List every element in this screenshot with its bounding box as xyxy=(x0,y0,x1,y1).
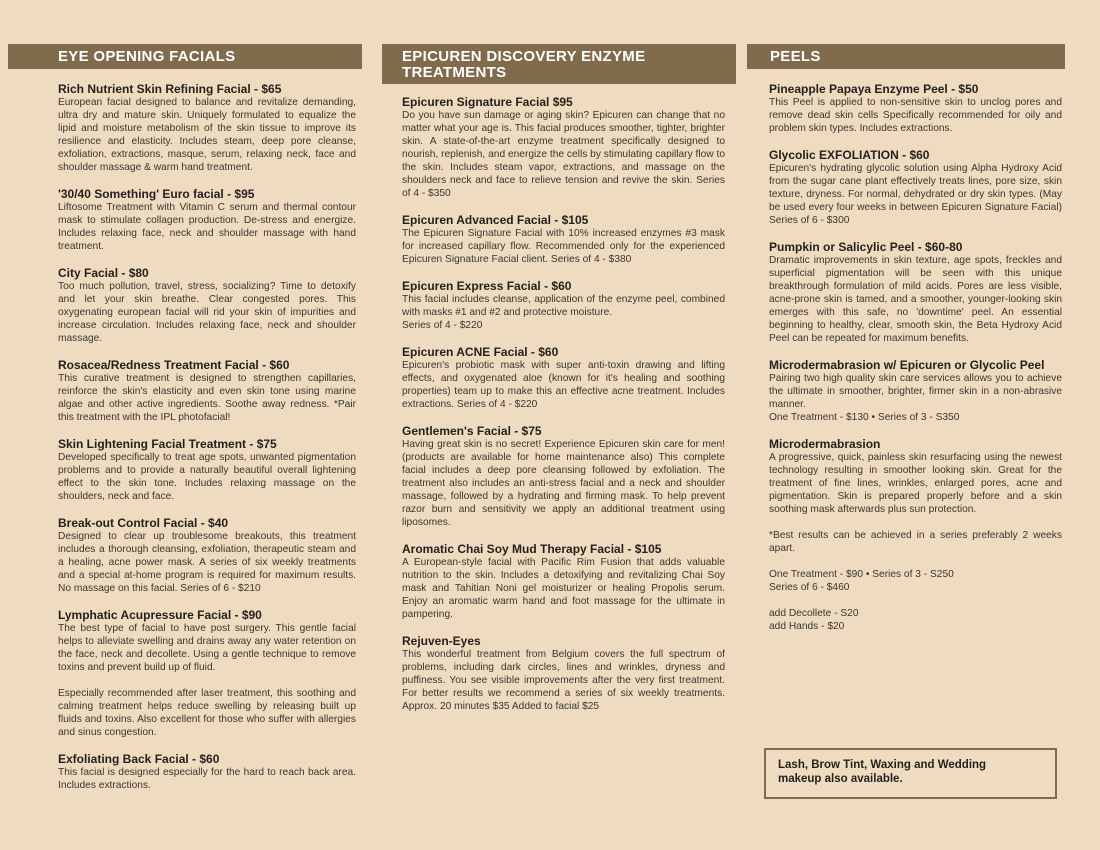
treatment-name: Microdermabrasion xyxy=(769,437,881,451)
treatment-description-extra: Especially recommended after laser treatment, this soothing and calming treatment helps reduce swelling by releasing built up fluids and toxins. Also excellent for those who suffer with allergies and sinus congestion. xyxy=(58,688,356,738)
treatment-item xyxy=(58,516,356,595)
treatment-name: Epicuren Advanced Facial - $105 xyxy=(402,213,589,227)
section-title-line2: TREATMENTS xyxy=(402,64,507,81)
section-header-eye-opening-facials xyxy=(8,44,362,69)
treatment-note: *Best results can be achieved in a series preferably 2 weeks apart. xyxy=(769,530,1062,554)
section-title: PEELS xyxy=(770,48,821,65)
treatment-description: This curative treatment is designed to strengthen capillaries, reinforce the skin's elasticity and even skin tone using marine algae and other active ingredients. Soothe away redness. *Pair this treatment with the IPL photofacial! xyxy=(58,373,356,423)
treatment-name: Rejuven-Eyes xyxy=(402,634,481,648)
treatment-description: Pairing two high quality skin care services allows you to achieve the ultimate in smoother, brighter, firmer skin in a non-abrasive manner. xyxy=(769,373,1062,410)
callout-line: makeup also available. xyxy=(778,773,903,785)
callout-line: Lash, Brow Tint, Waxing and Wedding xyxy=(778,759,987,771)
section-header-epicuren xyxy=(382,44,736,84)
treatment-name: Epicuren ACNE Facial - $60 xyxy=(402,345,559,359)
treatment-description: European facial designed to balance and revitalize demanding, ultra dry and mature skin. Uniquely formulated to equalize the lipid and moisture metabolism of the skin tissue to improve its resilience and elasticity. Includes steam, deep pore cleanse, exfoliation, extractions, masque, serum, relaxing neck, face and shoulder massage & warm hand treatment. xyxy=(58,97,356,173)
callout-box xyxy=(764,748,1057,799)
treatment-description: The Epicuren Signature Facial with 10% increased enzymes #3 mask for increased capillary flow. Recommended only for the experienced Epicuren Signature Facial client. Series of 4 - $380 xyxy=(402,228,725,265)
treatment-description: Dramatic improvements in skin texture, age spots, freckles and superficial pigmentation will be seen with this unique breakthrough formulation of mild acids. Pores are less visible, acne-prone skin is tamed, and a smoother, younger-looking skin emerges with this safe, no 'downtime' peel. An essential beginning to healthy, clear, smooth skin, the Beta Hydroxy Acid Peel can be repeated for maximum benefits. xyxy=(769,255,1062,344)
section-header-peels xyxy=(747,44,1065,69)
addon-price: add Decollete - S20 xyxy=(769,608,859,619)
treatment-description: Developed specifically to treat age spots, unwanted pigmentation problems and to provide a naturally beautiful overall lightening effect to the skin tone. Includes relaxing massage on the shoulders, neck and face. xyxy=(58,452,356,502)
column-peels xyxy=(769,82,1062,646)
treatment-name: City Facial - $80 xyxy=(58,266,149,280)
column-eye-opening-facials xyxy=(58,82,356,805)
treatment-name: Skin Lightening Facial Treatment - $75 xyxy=(58,437,277,451)
column-epicuren xyxy=(402,95,725,726)
treatment-name: Exfoliating Back Facial - $60 xyxy=(58,752,220,766)
treatment-name: Glycolic EXFOLIATION - $60 xyxy=(769,148,930,162)
treatment-price: Series of 4 - $220 xyxy=(402,320,483,331)
treatment-name: Epicuren Signature Facial $95 xyxy=(402,95,573,109)
treatment-description: Designed to clear up troublesome breakouts, this treatment includes a thorough cleansing, exfoliation, therapeutic steam and a healing, acne power mask. A series of six weekly treatments and a special at-home program is required for maximum results. No massage on this facial. Series of 6 - $210 xyxy=(58,531,356,594)
treatment-item xyxy=(769,148,1062,227)
treatment-item xyxy=(402,95,725,200)
treatment-description: Too much pollution, travel, stress, socializing? Time to detoxify and let your skin breathe. Clear congested pores. This oxygenating european facial will rid your skin of impurities and increase circulation. Includes relaxing face, neck and shoulder massage. xyxy=(58,281,356,344)
treatment-name: Aromatic Chai Soy Mud Therapy Facial - $105 xyxy=(402,542,662,556)
treatment-item xyxy=(58,437,356,503)
treatment-item xyxy=(58,608,356,739)
treatment-item xyxy=(402,634,725,713)
treatment-name: Pumpkin or Salicylic Peel - $60-80 xyxy=(769,240,963,254)
treatment-item xyxy=(58,187,356,253)
treatment-item xyxy=(402,542,725,621)
section-title-line1: EPICUREN DISCOVERY ENZYME xyxy=(402,48,646,65)
treatment-item xyxy=(58,752,356,792)
section-title: EYE OPENING FACIALS xyxy=(58,48,236,65)
treatment-item xyxy=(402,345,725,411)
treatment-description: A progressive, quick, painless skin resurfacing using the newest technology resulting in smoother looking skin. Great for the treatment of fine lines, wrinkles, enlarged pores, acne and pigmentation. Skin is prepared properly before and a skin soothing mask afterwards plus sun protection. xyxy=(769,452,1062,515)
treatment-name: '30/40 Something' Euro facial - $95 xyxy=(58,187,255,201)
treatment-description: Having great skin is no secret! Experience Epicuren skin care for men! (products are available for home maintenance also) This complete facial includes a deep pore cleansing followed by exfoliation. The treatment also includes an anti-stress facial and a neck and shoulder massage, followed by a hydrating and firming mask. To help prevent razor burn and sensitivity we apply an additional treatment using liposomes. xyxy=(402,439,725,528)
treatment-name: Break-out Control Facial - $40 xyxy=(58,516,229,530)
treatment-name: Microdermabrasion w/ Epicuren or Glycolic Peel xyxy=(769,358,1045,372)
treatment-description: Liftosome Treatment with Vitamin C serum and thermal contour mask to stimulate collagen production. De-stress and energize. Includes relaxing face, neck and shoulder massage with hand treatment. xyxy=(58,202,356,252)
treatment-item xyxy=(58,82,356,174)
treatment-price: One Treatment - $130 • Series of 3 - S350 xyxy=(769,412,960,423)
treatment-item xyxy=(402,213,725,266)
treatment-name: Lymphatic Acupressure Facial - $90 xyxy=(58,608,262,622)
treatment-name: Rich Nutrient Skin Refining Facial - $65 xyxy=(58,82,282,96)
treatment-item xyxy=(769,358,1062,424)
addon-price: add Hands - $20 xyxy=(769,621,845,632)
treatment-item xyxy=(58,266,356,345)
treatment-description: Epicuren's hydrating glycolic solution using Alpha Hydroxy Acid from the sugar cane plant effectively treats lines, pore size, skin texture, dryness. For normal, dehydrated or dry skin types. (May be used every four weeks in between Epicuren Signature Facial) Series of 6 - $300 xyxy=(769,163,1062,226)
treatment-item xyxy=(402,279,725,332)
treatment-name: Gentlemen's Facial - $75 xyxy=(402,424,542,438)
treatment-description: This facial is designed especially for the hard to reach back area. Includes extractions. xyxy=(58,767,356,791)
treatment-description: This wonderful treatment from Belgium covers the full spectrum of problems, including dark circles, lines and wrinkles, dryness and puffiness. You see visible improvements after the very first treatment. For better results we recommend a series of six weekly treatments. Approx. 20 minutes $35 Added to facial $25 xyxy=(402,649,725,712)
treatment-price: One Treatment - $90 • Series of 3 - S250 xyxy=(769,569,954,580)
treatment-description: This Peel is applied to non-sensitive skin to unclog pores and remove dead skin cells Specifically recommended for oily and problem skin types. Includes extractions. xyxy=(769,97,1062,134)
treatment-item xyxy=(769,437,1062,633)
treatment-description: This facial includes cleanse, application of the enzyme peel, combined with masks #1 and #2 and protective moisture. xyxy=(402,294,725,318)
treatment-price: Series of 6 - $460 xyxy=(769,582,850,593)
treatment-description: Do you have sun damage or aging skin? Epicuren can change that no matter what your age is. This facial produces smoother, tighter, brighter skin. A state-of-the-art enzyme treatment specifically designed to nourish, replenish, and energize the cells by stimulating capillary flow to the skin. Includes steam vapor, extractions, and massage on the shoulders neck and face to relieve tension and revive the skin. Series of 4 - $350 xyxy=(402,110,725,199)
treatment-name: Pineapple Papaya Enzyme Peel - $50 xyxy=(769,82,979,96)
treatment-description: Epicuren's probiotic mask with super anti-toxin drawing and lifting effects, and oxygenated aloe (known for it's healing and soothing properties) team up to make this an effective acne treatment. Includes extractions. Series of 4 - $220 xyxy=(402,360,725,410)
treatment-description: The best type of facial to have post surgery. This gentle facial helps to alleviate swelling and drains away any water retention on the face, neck and decollete. Using a gentle technique to remove toxins and prevent build up of fluid. xyxy=(58,623,356,673)
treatment-item xyxy=(58,358,356,424)
treatment-item xyxy=(769,240,1062,345)
treatment-description: A European-style facial with Pacific Rim Fusion that adds valuable nutrition to the skin. Includes a detoxifying and revitalizing Chai Soy mask and Tahitian Noni gel moisturizer or healing Propolis serum. Enjoy an aromatic warm hand and foot massage for the ultimate in pampering. xyxy=(402,557,725,620)
treatment-item xyxy=(402,424,725,529)
treatment-name: Epicuren Express Facial - $60 xyxy=(402,279,572,293)
treatment-name: Rosacea/Redness Treatment Facial - $60 xyxy=(58,358,290,372)
treatment-item xyxy=(769,82,1062,135)
